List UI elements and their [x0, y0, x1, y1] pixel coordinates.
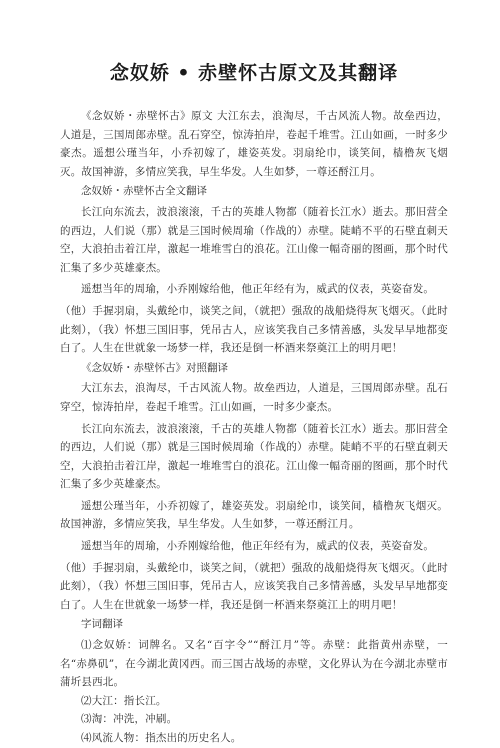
compare-paragraph-4: 遥想当年的周瑜，小乔刚嫁给他，他正年经有为，威武的仪表，英姿奋发。	[81, 540, 435, 553]
intro-paragraph: 《念奴娇・赤壁怀古》原文 大江东去，浪淘尽，千古风流人物。故垒西边，人道是，三国周郎赤壁。乱石穿空，惊涛拍岸，卷起千堆雪。江山如画，一时多少豪杰。遥想公瑾当年，小乔初嫁了，雄姿英发。羽扇纶巾，谈笑间，樯橹灰飞烟灭。故国神游，多情应笑我，早生华发。人生如梦，一尊还酹江月。	[60, 110, 448, 178]
heading-compare-translation: 《念奴娇・赤壁怀古》对照翻译	[81, 361, 228, 374]
compare-paragraph-1: 大江东去，浪淘尽，千古风流人物。故垒西边，人道是，三国周郎赤壁。乱石穿空，惊涛拍岸，卷起千堆雪。江山如画，一时多少豪杰。	[60, 382, 448, 413]
compare-paragraph-2: 长江向东流去，波浪滚滚，千古的英雄人物都（随着长江水）逝去。那旧营全的西边，人们说（那）就是三国时候周瑜（作战的）赤壁。陡峭不平的石壁直刺天空，大浪拍击着江岸，激起一堆堆雪白的浪花。江山像一幅奇丽的图画，那个时代汇集了多少英雄豪杰。	[60, 422, 448, 491]
full-translation-paragraph-3: （他）手握羽扇，头戴纶巾，谈笑之间，（就把）强敌的战船烧得灰飞烟灭。（此时此刻），（我）怀想三国旧事，凭吊古人，应该笑我自己多情善感，头发早早地都变白了。人生在世就象一场梦一样，我还是倒一杯酒来祭奠江上的明月吧！	[60, 304, 448, 355]
compare-paragraph-5: （他）手握羽扇，头戴纶巾，谈笑之间，（就把）强敌的战船烧得灰飞烟灭。（此时此刻），（我）怀想三国旧事，凭吊古人，应该笑我自己多情善感，头发早早地都变白了。人生在世就象一场梦一样，我还是倒一杯酒来祭奠江上的明月吧！	[60, 561, 448, 611]
document-title: 念奴娇 • 赤壁怀古原文及其翻译	[109, 62, 399, 84]
compare-paragraph-3: 遥想公瑾当年，小乔初嫁了，雄姿英发。羽扇纶巾，谈笑间，樯橹灰飞烟灭。故国神游，多情应笑我，早生华发。人生如梦，一尊还酹江月。	[60, 499, 448, 531]
full-translation-paragraph-1: 长江向东流去，波浪滚滚，千古的英雄人物都（随着长江水）逝去。那旧营全的西边，人们说（那）就是三国时候周瑜（作战的）赤壁。陡峭不平的石壁直刺天空，大浪拍击着江岸，激起一堆堆雪白的浪花。江山像一幅奇丽的图画，那个时代汇集了多少英雄豪杰。	[60, 205, 448, 274]
note-4: ⑷风流人物：指杰出的历史名人。	[81, 732, 242, 744]
note-3: ⑶淘：冲洗，冲刷。	[81, 713, 178, 726]
heading-full-translation: 念奴娇・赤壁怀古全文翻译	[81, 185, 207, 198]
full-translation-paragraph-2: 遥想当年的周瑜，小乔刚嫁给他，他正年经有为，威武的仪表，英姿奋发。	[81, 283, 435, 296]
note-2: ⑵大江：指长江。	[81, 694, 167, 707]
note-1: ⑴念奴娇：词牌名。又名“百字令”“酹江月”等。赤壁：此指黄州赤壁，一名“赤鼻矶”，在今湖北黄冈西。而三国古战场的赤壁，文化界认为在今湖北赤壁市蒲圻县西北。	[60, 639, 448, 689]
heading-word-translation: 字词翻译	[81, 618, 123, 631]
